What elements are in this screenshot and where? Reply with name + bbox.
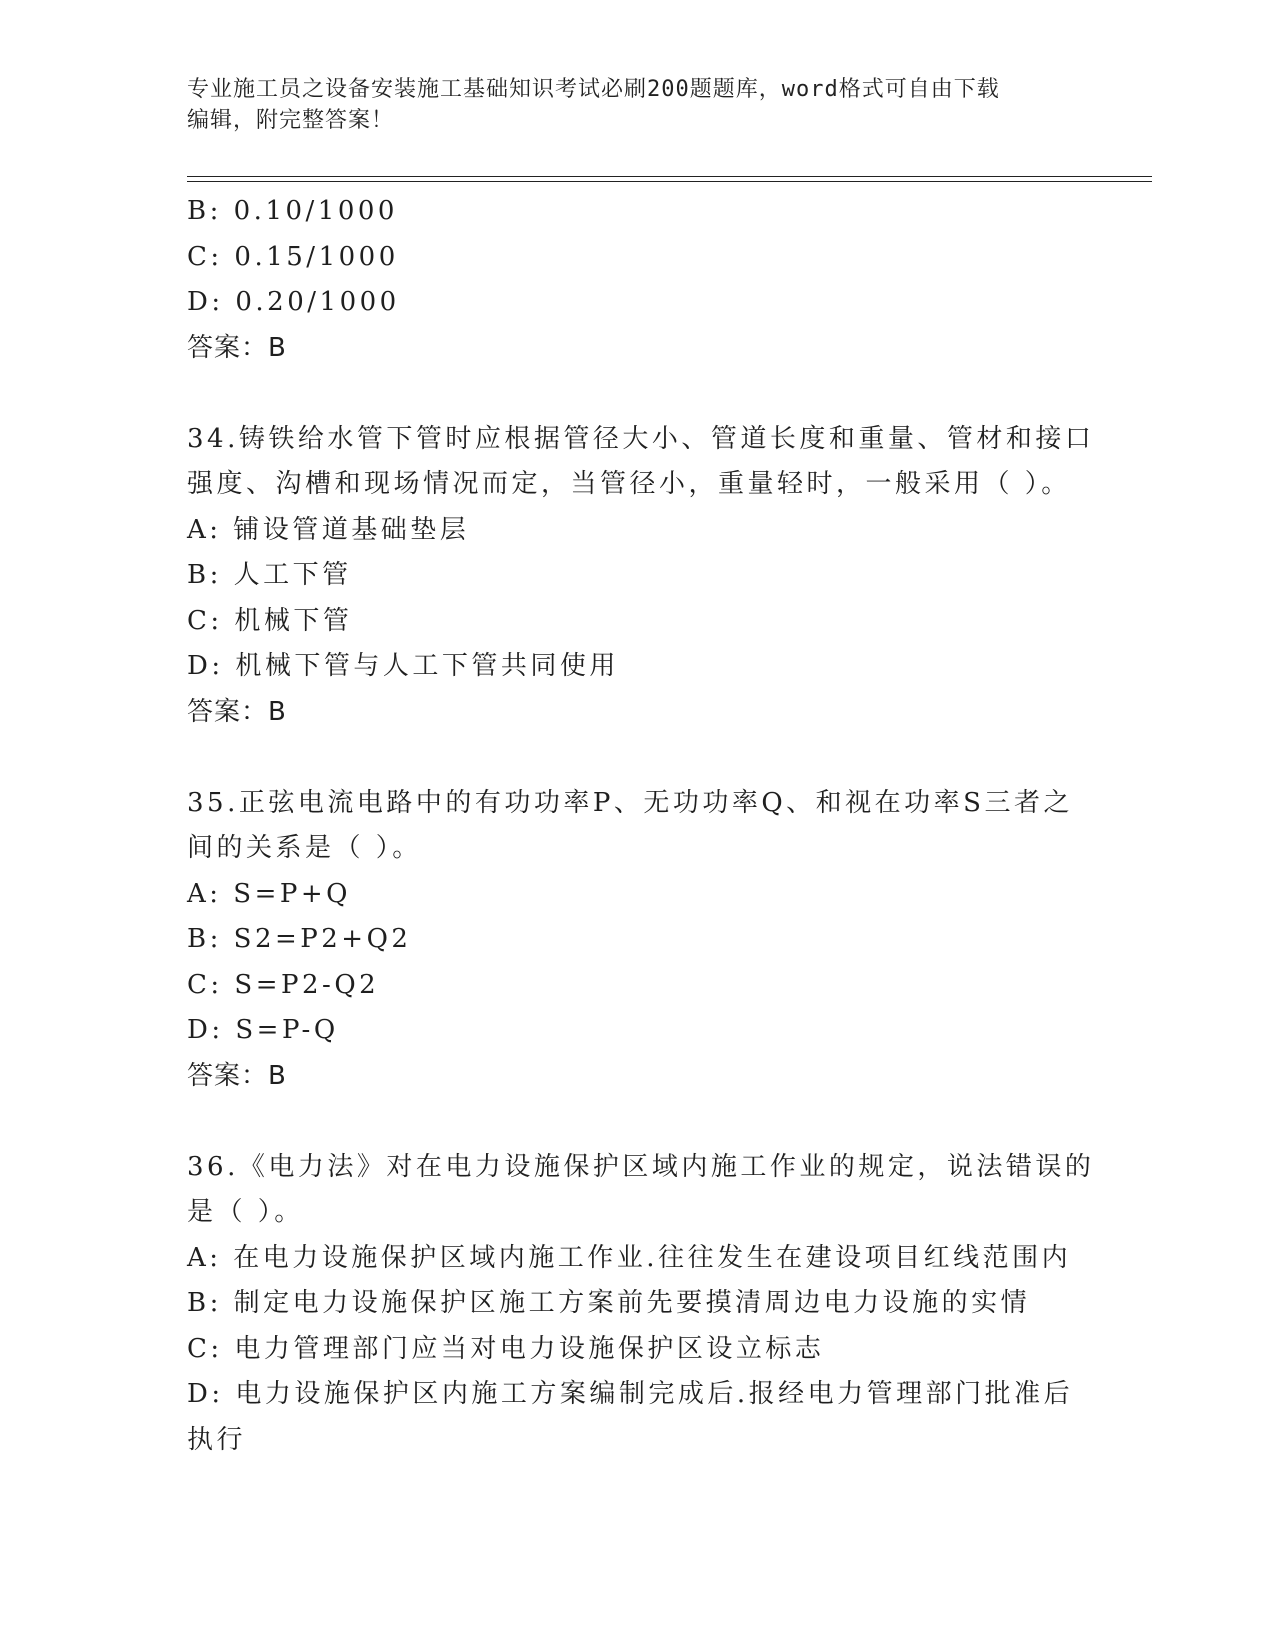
question-34	[187, 417, 1095, 736]
answer-label: 答案：B	[187, 696, 287, 727]
option-b: B: 0.10/1000	[187, 196, 398, 226]
document-header	[187, 74, 1087, 136]
question-stem: 强度、沟槽和现场情况而定，当管径小，重量轻时，一般采用（ ）。	[187, 469, 1071, 499]
question-stem: 35.正弦电流电路中的有功功率P、无功功率Q、和视在功率S三者之	[187, 787, 1073, 818]
header-line-1: 专业施工员之设备安装施工基础知识考试必刷200题题库，word格式可自由下载	[187, 77, 1000, 102]
question-35	[187, 781, 1087, 1100]
option-d: D: 0.20/1000	[187, 287, 400, 317]
header-divider-top	[187, 176, 1152, 177]
option-a: A: 在电力设施保护区域内施工作业.往往发生在建设项目红线范围内	[187, 1242, 1072, 1273]
option-c: C: 机械下管	[187, 605, 353, 636]
header-line-2: 编辑，附完整答案！	[187, 108, 395, 133]
question-stem: 36.《电力法》对在电力设施保护区域内施工作业的规定，说法错误的	[187, 1151, 1095, 1182]
option-a: A: S=P+Q	[187, 878, 351, 909]
question-36	[187, 1145, 1095, 1464]
option-d-continued: 执行	[187, 1424, 247, 1455]
option-b: B: S2=P2+Q2	[187, 924, 412, 954]
spacer	[187, 735, 1087, 781]
question-stem: 是（ ）。	[187, 1197, 304, 1227]
answer-label: 答案：B	[187, 1060, 287, 1091]
option-a: A: 铺设管道基础垫层	[187, 514, 470, 545]
option-b: B: 制定电力设施保护区施工方案前先要摸清周边电力设施的实情	[187, 1288, 1031, 1318]
spacer	[187, 1099, 1087, 1145]
question-stem: 34.铸铁给水管下管时应根据管径大小、管道长度和重量、管材和接口	[187, 423, 1095, 454]
header-divider-bottom	[187, 181, 1152, 182]
option-d: D: S=P-Q	[187, 1015, 339, 1045]
spacer	[187, 371, 1087, 417]
option-c: C: 0.15/1000	[187, 241, 399, 272]
option-b: B: 人工下管	[187, 560, 352, 590]
question-list	[187, 189, 1095, 1463]
answer-label: 答案：B	[187, 332, 287, 363]
option-c: C: 电力管理部门应当对电力设施保护区设立标志	[187, 1333, 825, 1364]
question-33-tail	[187, 189, 1087, 371]
question-stem: 间的关系是（ ）。	[187, 833, 422, 863]
option-d: D: 机械下管与人工下管共同使用	[187, 651, 619, 681]
option-d: D: 电力设施保护区内施工方案编制完成后.报经电力管理部门批准后	[187, 1379, 1074, 1409]
option-c: C: S=P2-Q2	[187, 969, 380, 1000]
